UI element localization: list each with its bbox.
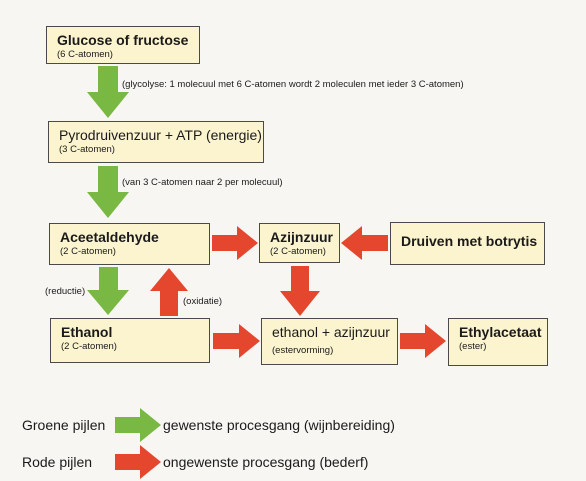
legend-red-label: Rode pijlen	[22, 454, 93, 470]
legend-red-arrow	[115, 445, 161, 479]
node-aceet-title: Aceetaldehyde	[60, 229, 159, 245]
legend-red-desc: ongewenste procesgang (bederf)	[163, 454, 369, 470]
arrow-ester-to-ethylacetaat	[400, 324, 446, 358]
legend-green-label: Groene pijlen	[22, 417, 106, 433]
node-pyro-sub: (3 C-atomen)	[59, 144, 115, 155]
legend-green-desc: gewenste procesgang (wijnbereiding)	[163, 417, 395, 433]
node-ethanol-sub: (2 C-atomen)	[61, 341, 117, 352]
note-reductie: (reductie)	[45, 286, 86, 297]
arrow-ethanol-to-ester	[213, 324, 260, 358]
note-oxidatie: (oxidatie)	[183, 296, 223, 307]
node-aceet-sub: (2 C-atomen)	[60, 246, 116, 257]
node-glucose-sub: (6 C-atomen)	[57, 49, 113, 60]
node-azijn-sub: (2 C-atomen)	[270, 246, 326, 257]
node-ethanol-title: Ethanol	[61, 324, 113, 340]
node-ethylacetaat-sub: (ester)	[459, 341, 487, 352]
node-ethazijn-sub: (estervorming)	[272, 345, 334, 356]
node-ethylacetaat-title: Ethylacetaat	[459, 324, 542, 340]
legend-green-arrow	[115, 408, 161, 442]
arrow-aceet-to-ethanol	[87, 267, 129, 315]
arrow-ethanol-to-aceet	[150, 268, 188, 316]
arrow-druiven-to-azijnzuur	[341, 226, 388, 260]
node-druiven-title: Druiven met botrytis	[401, 233, 538, 249]
note-van3: (van 3 C-atomen naar 2 per molecuul)	[122, 177, 283, 188]
node-glucose-title: Glucose of fructose	[57, 32, 189, 48]
arrow-pyro-to-aceet	[87, 166, 129, 218]
note-glycolyse: (glycolyse: 1 molecuul met 6 C-atomen wordt 2 moleculen met ieder 3 C-atomen)	[122, 79, 464, 90]
arrow-aceet-to-azijnzuur	[212, 226, 258, 260]
node-pyro-title: Pyrodruivenzuur + ATP (energie)	[59, 127, 262, 143]
arrow-glucose-to-pyro	[87, 66, 129, 118]
node-ethazijn-title: ethanol + azijnzuur	[272, 324, 390, 340]
node-azijn-title: Azijnzuur	[270, 229, 333, 245]
arrow-azijnzuur-to-ester	[280, 266, 320, 316]
